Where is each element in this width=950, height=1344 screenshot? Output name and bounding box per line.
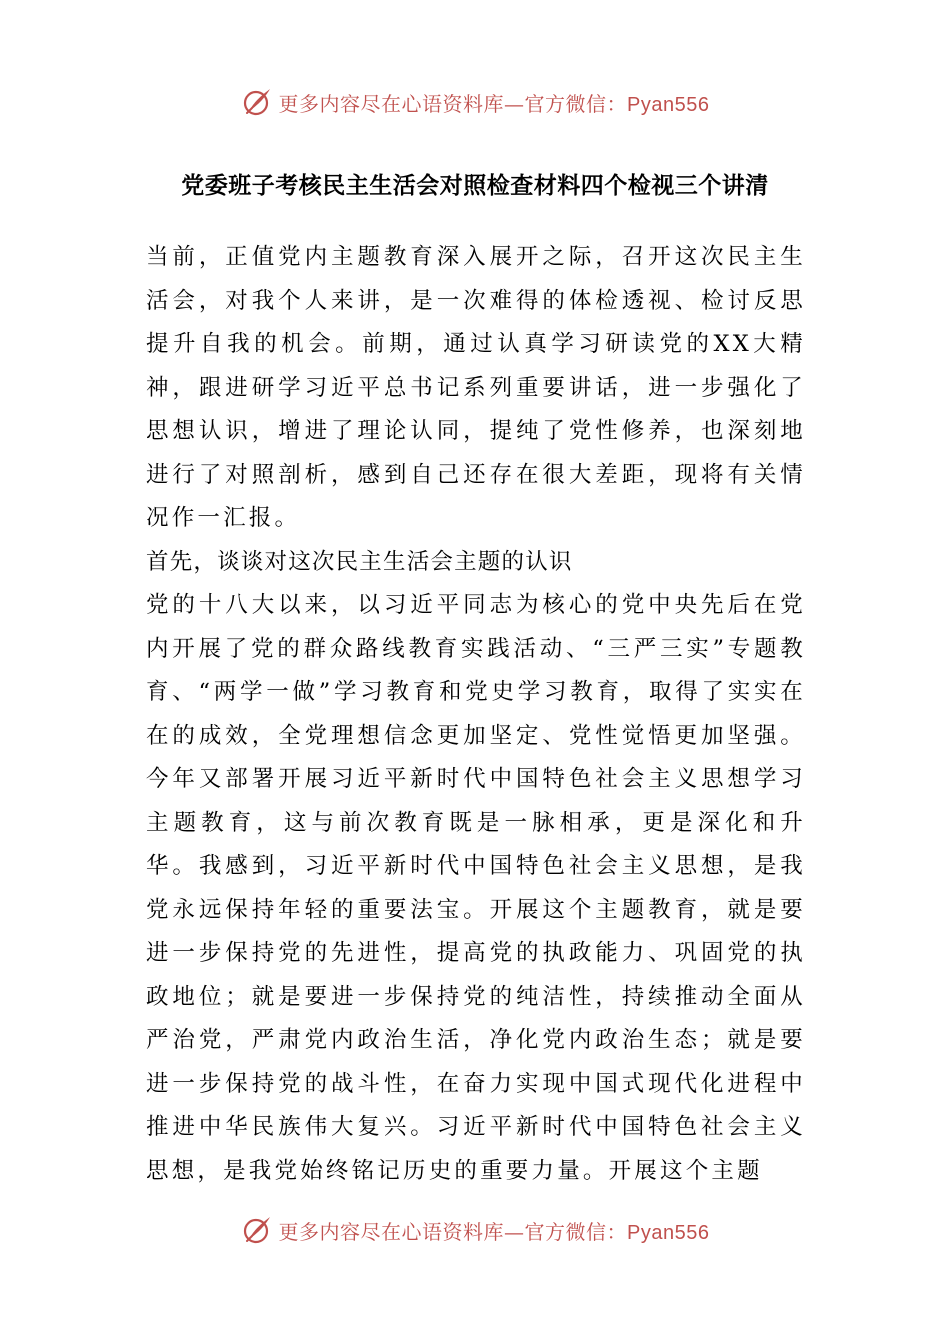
watermark-label: 更多内容尽在心语资料库—官方微信： (278, 91, 628, 116)
watermark-banner-bottom (0, 1210, 950, 1250)
watermark-wechat-id: Pyan556 (627, 1221, 710, 1244)
section-heading: 首先，谈谈对这次民主生活会主题的认识 (146, 548, 573, 575)
document-title: 党委班子考核民主生活会对照检查材料四个检视三个讲清 (181, 172, 769, 199)
body-paragraph-main: 党的十八大以来，以习近平同志为核心的党中央先后在党内开展了党的群众路线教育实践活动、“三严三实”专题教育、“两学一做”学习教育和党史学习教育，取得了实实在在的成效，全党理想信念更加坚定、党性觉悟更加坚强。今年又部署开展习近平新时代中国特色社会主义思想学习主题教育，这与前次教育既是一脉相承，更是深化和升华。我感到，习近平新时代中国特色社会主义思想，是我党永远保持年轻的重要法宝。开展这个主题教育，就是要进一步保持党的先进性，提高党的执政能力、巩固党的执政地位；就是要进一步保持党的纯洁性，持续推动全面从严治党，严肃党内政治生活，净化党内政治生态；就是要进一步保持党的战斗性，在奋力实现中国式现代化进程中推进中华民族伟大复兴。习近平新时代中国特色社会主义思想，是我党始终铭记历史的重要力量。开展这个主题 (146, 592, 806, 1184)
quill-pen-logo-icon (241, 86, 273, 118)
quill-pen-logo-icon (241, 1214, 273, 1246)
document-body (146, 236, 806, 1193)
watermark-wechat-id: Pyan556 (627, 93, 710, 116)
watermark-label: 更多内容尽在心语资料库—官方微信： (278, 1219, 628, 1244)
watermark-banner-top (0, 82, 950, 122)
watermark-text (279, 88, 710, 117)
watermark-text (279, 1216, 710, 1245)
body-paragraph-intro: 当前，正值党内主题教育深入展开之际，召开这次民主生活会，对我个人来讲，是一次难得的体检透视、检讨反思提升自我的机会。前期，通过认真学习研读党的XX大精神，跟进研学习近平总书记系列重要讲话，进一步强化了思想认识，增进了理论认同，提纯了党性修养，也深刻地进行了对照剖析，感到自己还存在很大差距，现将有关情况作一汇报。 (146, 244, 806, 531)
